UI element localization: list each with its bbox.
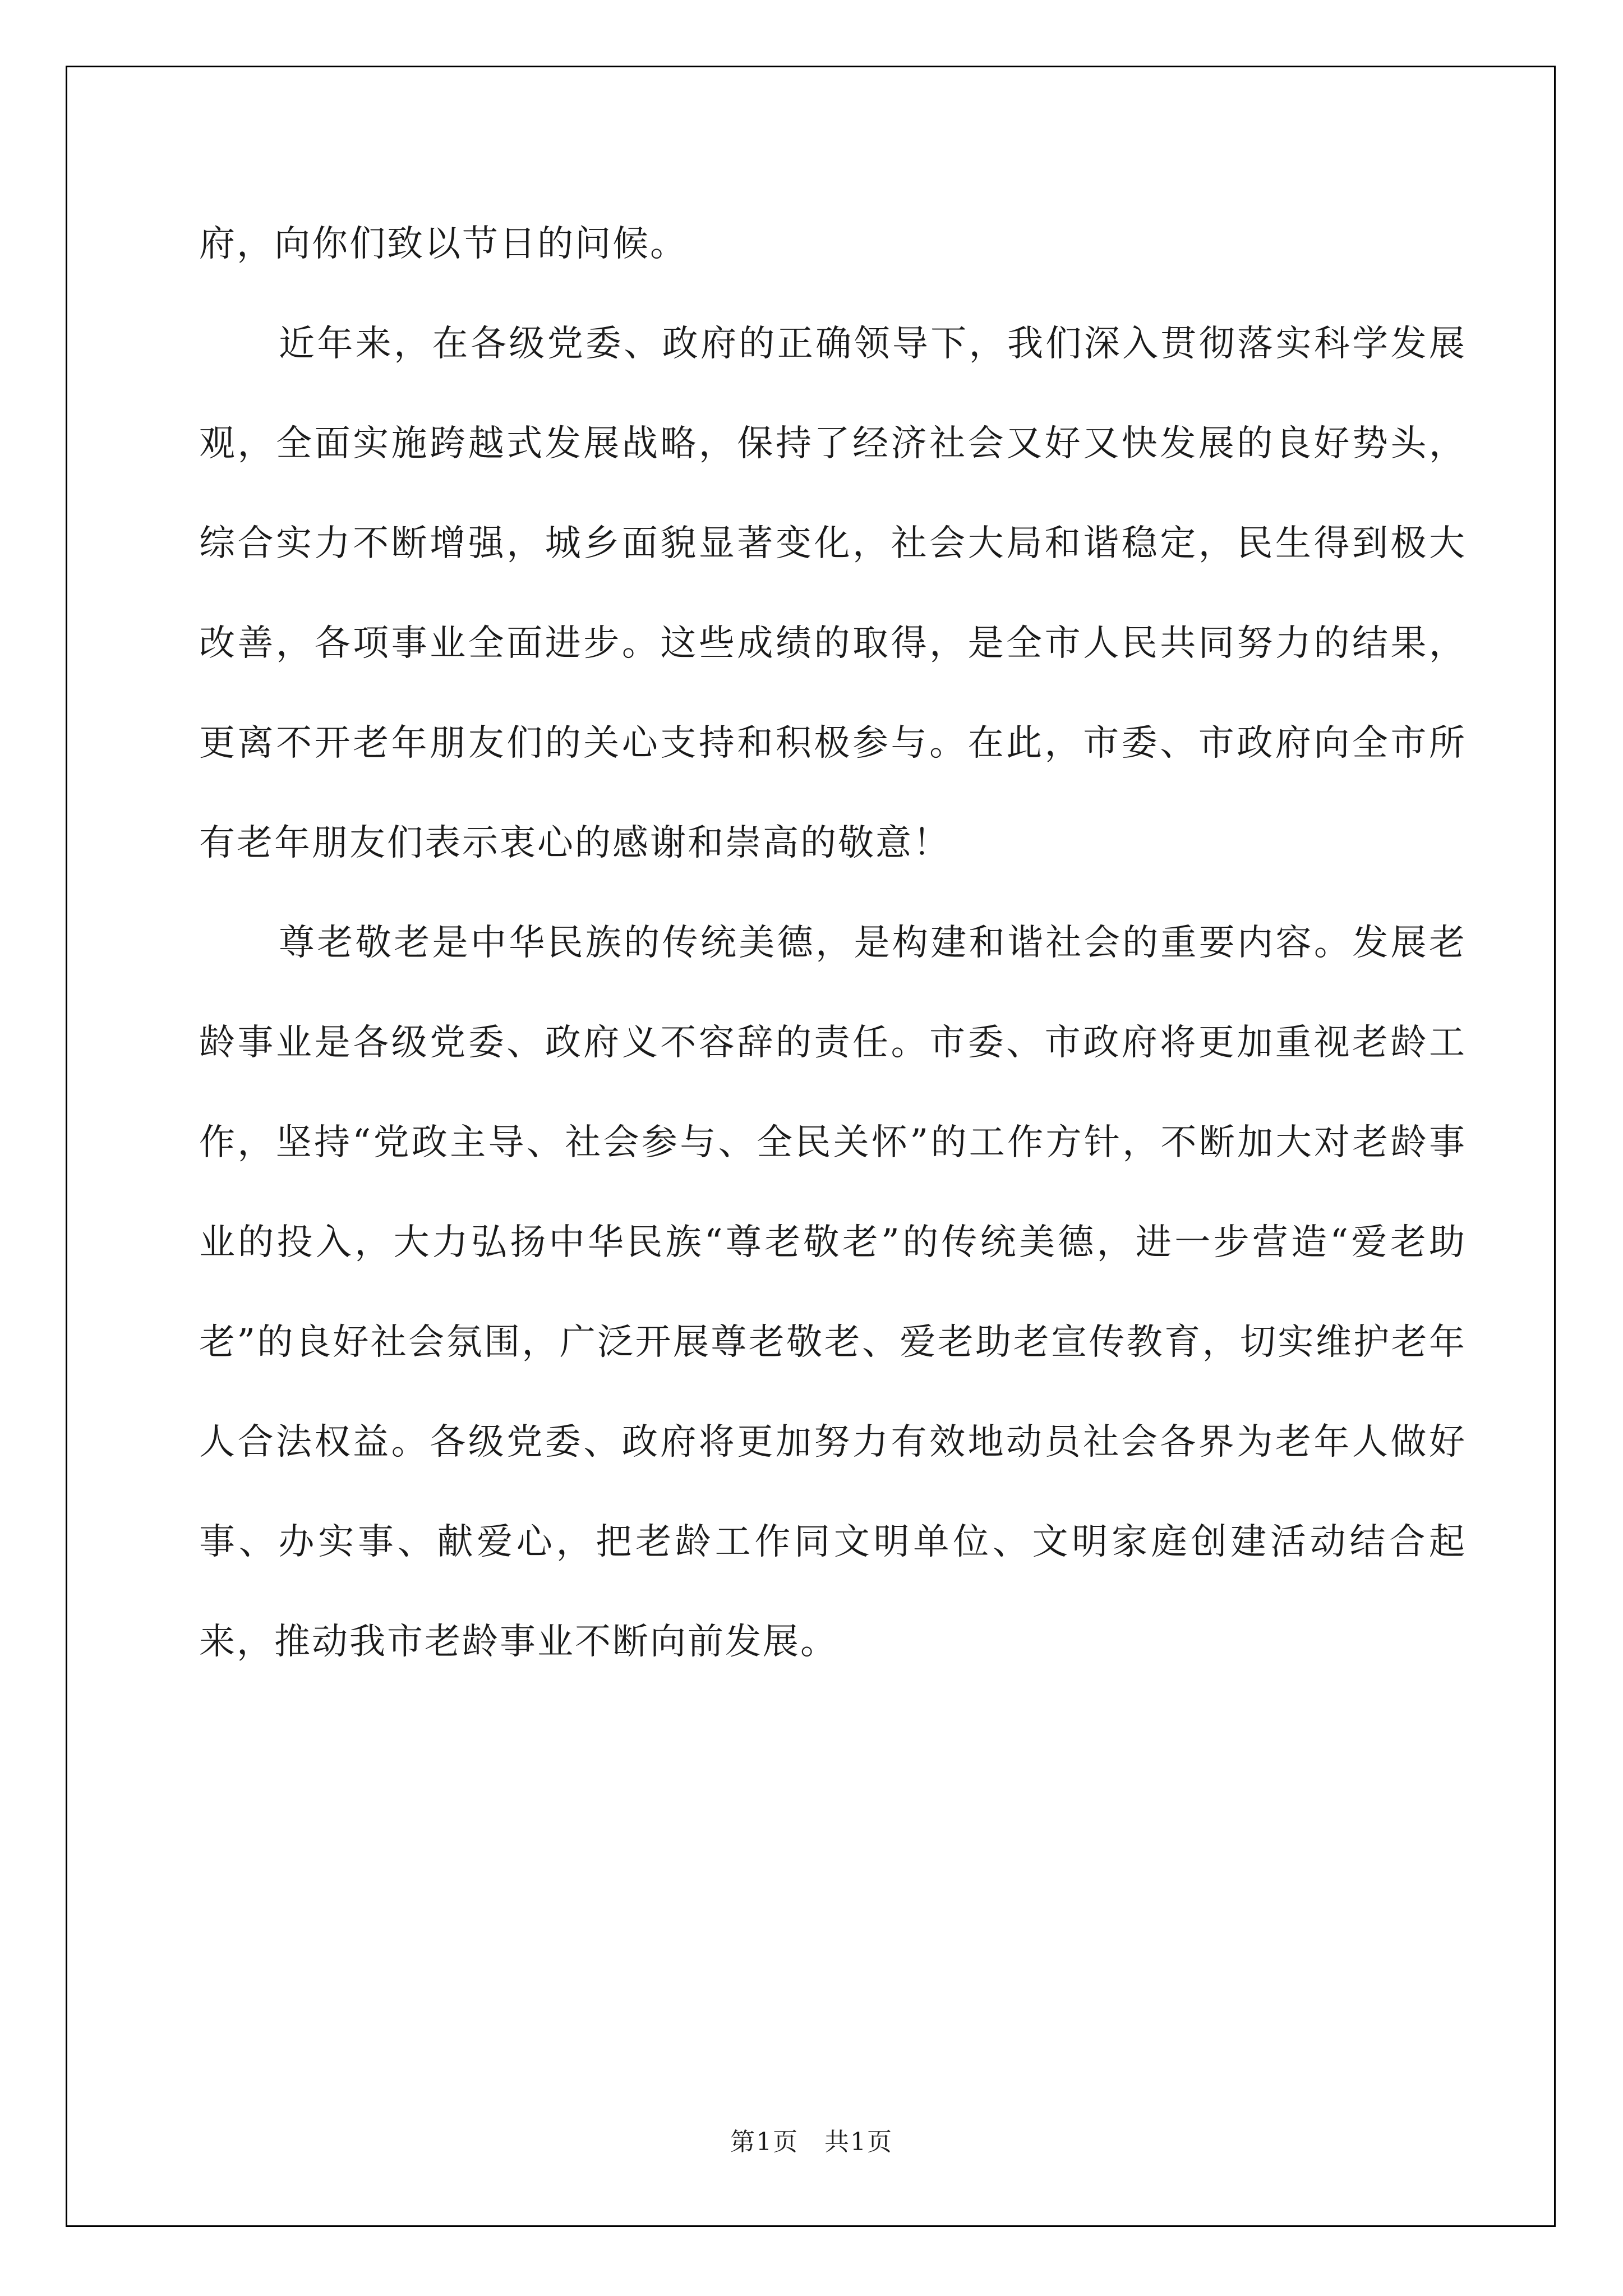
page-footer: 第1页 共1页: [730, 2128, 893, 2156]
paragraph-1: 府，向你们致以节日的问候。: [199, 223, 688, 265]
paragraph-2: 近年来，在各级党委、政府的正确领导下，我们深入贯彻落实科学发展观，全面实施跨越式发展战略，保持了经济社会又好又快发展的良好势头，综合实力不断增强，城乡面貌显著变化，社会大局和谐稳定，民生得到极大改善，各项事业全面进步。这些成绩的取得，是全市人民共同努力的结果，更离不开老年朋友们的关心支持和积极参与。在此，市委、市政府向全市所有老年朋友们表示衷心的感谢和崇高的敬意！: [199, 323, 1467, 864]
document-body: [199, 194, 1467, 1692]
paragraph-3: 尊老敬老是中华民族的传统美德，是构建和谐社会的重要内容。发展老龄事业是各级党委、政府义不容辞的责任。市委、市政府将更加重视老龄工作，坚持“党政主导、社会参与、全民关怀”的工作方针，不断加大对老龄事业的投入，大力弘扬中华民族“尊老敬老”的传统美德，进一步营造“爱老助老”的良好社会氛围，广泛开展尊老敬老、爱老助老宣传教育，切实维护老年人合法权益。各级党委、政府将更加努力有效地动员社会各界为老年人做好事、办实事、献爱心，把老龄工作同文明单位、文明家庭创建活动结合起来，推动我市老龄事业不断向前发展。: [199, 922, 1467, 1663]
